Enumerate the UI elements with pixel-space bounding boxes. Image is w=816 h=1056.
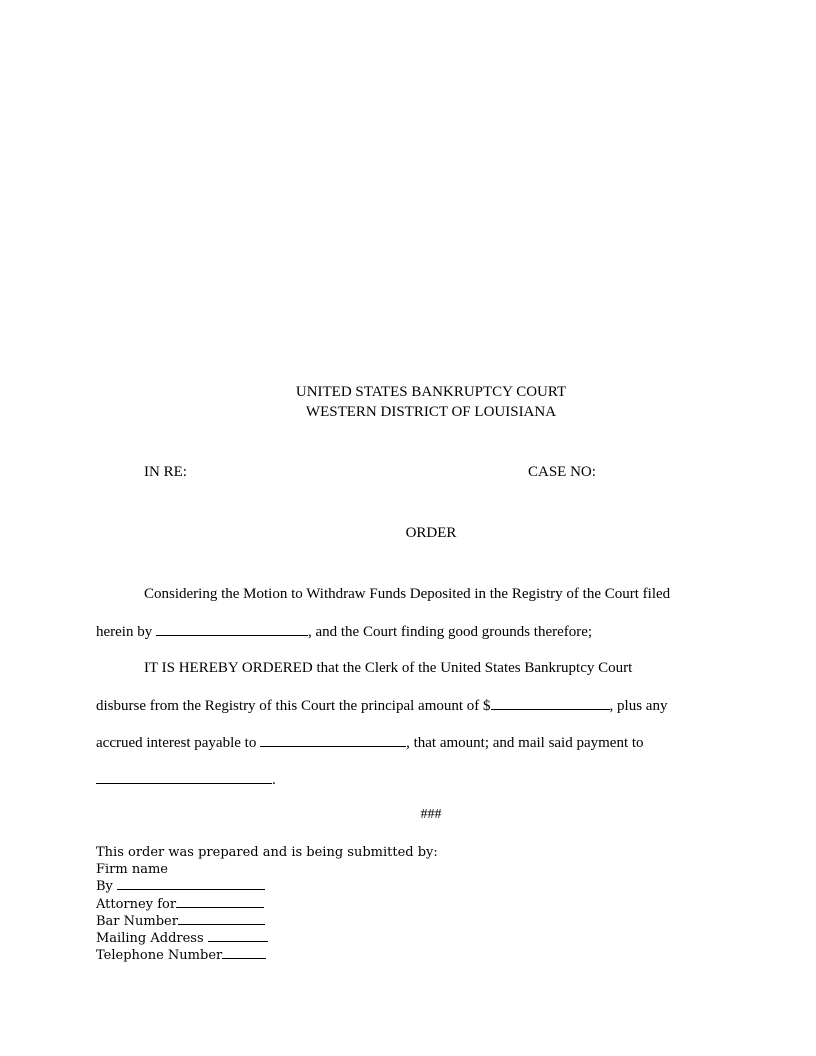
mail-payment-text: , that amount; and mail said payment to xyxy=(406,735,644,751)
final-period: . xyxy=(272,772,276,788)
paragraph-ordered-line2 xyxy=(96,697,667,715)
herein-by-text: herein by xyxy=(96,624,153,640)
telephone-line xyxy=(96,947,438,964)
bar-number-blank[interactable] xyxy=(178,913,265,925)
mailing-address-blank[interactable] xyxy=(208,930,268,942)
end-of-order-mark: ### xyxy=(420,807,442,822)
telephone-label: Telephone Number xyxy=(96,948,223,964)
payable-to-text: accrued interest payable to xyxy=(96,735,257,751)
case-no-label: CASE NO: xyxy=(528,464,596,480)
paragraph-considering-line1: Considering the Motion to Withdraw Funds Deposited in the Registry of the Court filed xyxy=(144,586,671,602)
court-name: UNITED STATES BANKRUPTCY COURT xyxy=(295,384,567,400)
bar-number-label: Bar Number xyxy=(96,913,178,929)
paragraph-ordered-line4 xyxy=(96,771,276,789)
mailing-blank[interactable] xyxy=(96,771,272,784)
attorney-label: Attorney for xyxy=(96,896,177,912)
submitted-by-intro: This order was prepared and is being submitted by: xyxy=(96,845,438,860)
paragraph-considering-line2 xyxy=(96,623,592,641)
payee-blank[interactable] xyxy=(260,734,406,747)
telephone-blank[interactable] xyxy=(222,947,266,959)
mailing-address-label: Mailing Address xyxy=(96,931,204,947)
paragraph-ordered-line3 xyxy=(96,734,644,752)
by-blank[interactable] xyxy=(117,878,265,890)
submitted-by-block xyxy=(96,844,438,964)
movant-blank[interactable] xyxy=(156,623,308,636)
mailing-address-line xyxy=(96,930,438,947)
attorney-blank[interactable] xyxy=(176,896,264,908)
disburse-text: disburse from the Registry of this Court the principal amount of $ xyxy=(96,698,491,714)
order-title: ORDER xyxy=(405,525,457,541)
attorney-line xyxy=(96,896,438,913)
in-re-label: IN RE: xyxy=(144,464,187,480)
court-district: WESTERN DISTRICT OF LOUISIANA xyxy=(305,404,557,420)
bar-number-line xyxy=(96,913,438,930)
amount-blank[interactable] xyxy=(491,697,610,710)
good-grounds-text: , and the Court finding good grounds therefore; xyxy=(307,624,593,640)
plus-any-text: , plus any xyxy=(609,698,668,714)
by-line xyxy=(96,878,438,895)
by-label: By xyxy=(96,879,113,895)
paragraph-ordered-line1: IT IS HEREBY ORDERED that the Clerk of the United States Bankruptcy Court xyxy=(144,660,633,676)
firm-name-label: Firm name xyxy=(96,862,168,878)
